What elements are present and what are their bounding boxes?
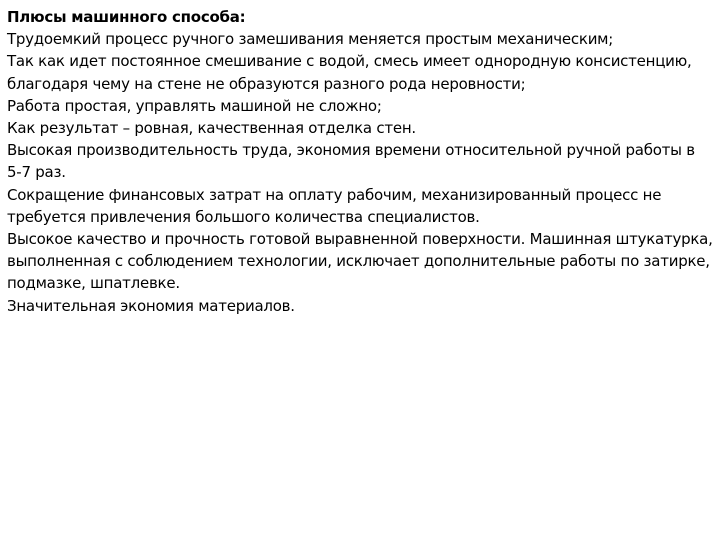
text-block bbox=[7, 6, 713, 317]
paragraph-cost-reduction: Сокращение финансовых затрат на оплату рабочим, механизированный процесс не требуется привлечения большого количества специалистов. bbox=[7, 185, 662, 226]
paragraph-quality: Высокое качество и прочность готовой выравненной поверхности. Машинная штукатурка, выполненная с соблюдением технологии, исключает дополнительные работы по затирке, подмазке, шпатлевке. bbox=[7, 230, 713, 293]
paragraph-simple-operation: Работа простая, управлять машиной не сложно; bbox=[7, 96, 382, 115]
paragraph-consistency: Так как идет постоянное смешивание с водой, смесь имеет однородную консистенцию, благодаря чему на стене не образуются разного рода неровности; bbox=[7, 52, 692, 93]
paragraph-productivity: Высокая производительность труда, экономия времени относительной ручной работы в 5-7 раз. bbox=[7, 141, 695, 182]
paragraph-manual-mixing: Трудоемкий процесс ручного замешивания меняется простым механическим; bbox=[7, 30, 614, 49]
paragraph-material-savings: Значительная экономия материалов. bbox=[7, 296, 295, 315]
heading: Плюсы машинного способа: bbox=[7, 8, 246, 26]
paragraph-even-finish: Как результат – ровная, качественная отделка стен. bbox=[7, 119, 416, 138]
